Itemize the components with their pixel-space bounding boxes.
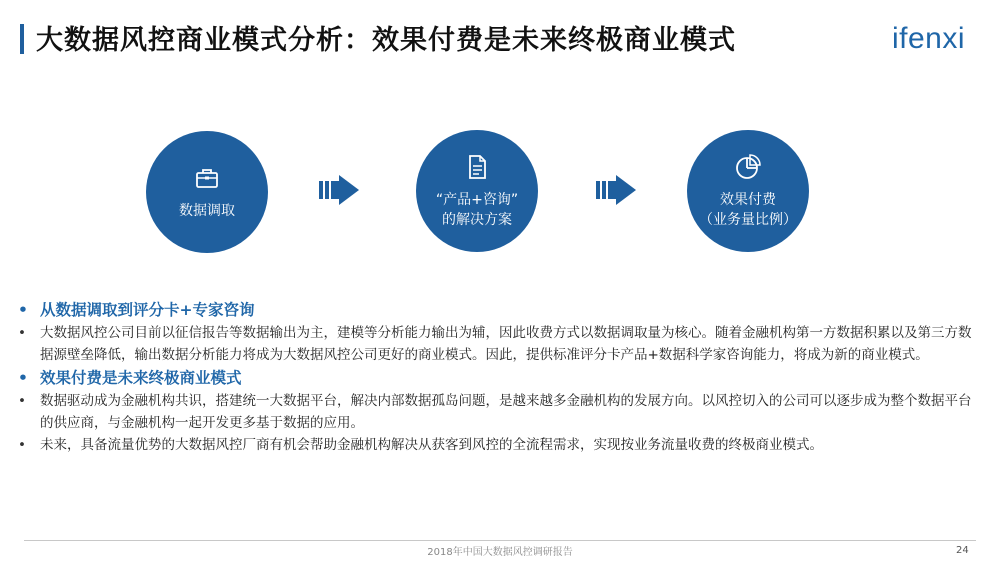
bullet-item: • 数据驱动成为金融机构共识，搭建统一大数据平台，解决内部数据孤岛问题，是越来越多金融机构的发展方向。以风控切入的公司可以逐步成为整个数据平台的供应商，与金融机构一起开发更多基于数据的应用。 — [18, 390, 978, 434]
title-accent-bar — [20, 24, 24, 54]
section-heading: • 效果付费是未来终极商业模式 — [18, 366, 978, 390]
bullet-item: • 大数据风控公司目前以征信报告等数据输出为主，建模等分析能力输出为辅，因此收费方式以数据调取量为核心。随着金融机构第一方数据积累以及第三方数据源壁垒降低，输出数据分析能力将成为大数据风控公司更好的商业模式。因此，提供标准评分卡产品+数据科学家咨询能力，将成为新的商业模式。 — [18, 322, 978, 366]
bullet-list — [18, 298, 978, 456]
flow-step-label: 数据调取 — [179, 203, 235, 219]
pie-chart-icon — [733, 152, 763, 182]
flow-arrow-icon — [319, 175, 359, 205]
footer-divider — [24, 540, 976, 541]
bullet-item: • 未来，具备流量优势的大数据风控厂商有机会帮助金融机构解决从获客到风控的全流程需求，实现按业务流量收费的终极商业模式。 — [18, 434, 978, 456]
flow-step-performance-pay — [687, 130, 809, 252]
flow-step-label: 效果付费 — [720, 192, 776, 208]
flow-step-data-retrieval — [146, 131, 268, 253]
briefcase-icon — [192, 163, 222, 193]
flow-step-label: “产品+咨询” — [435, 192, 519, 208]
ifenxi-logo: ifenxi — [892, 22, 966, 55]
flow-step-product-consulting — [416, 130, 538, 252]
page-title: 大数据风控商业模式分析：效果付费是未来终极商业模式 — [36, 25, 736, 56]
flow-step-label: 的解决方案 — [442, 212, 512, 228]
footer-report-title: 2018年中国大数据风控调研报告 — [427, 547, 573, 558]
flow-step-label: （业务量比例） — [699, 212, 797, 228]
section-heading: • 从数据调取到评分卡+专家咨询 — [18, 298, 978, 322]
flow-arrow-icon — [596, 175, 636, 205]
document-icon — [462, 152, 492, 182]
page-number: 24 — [956, 545, 969, 556]
